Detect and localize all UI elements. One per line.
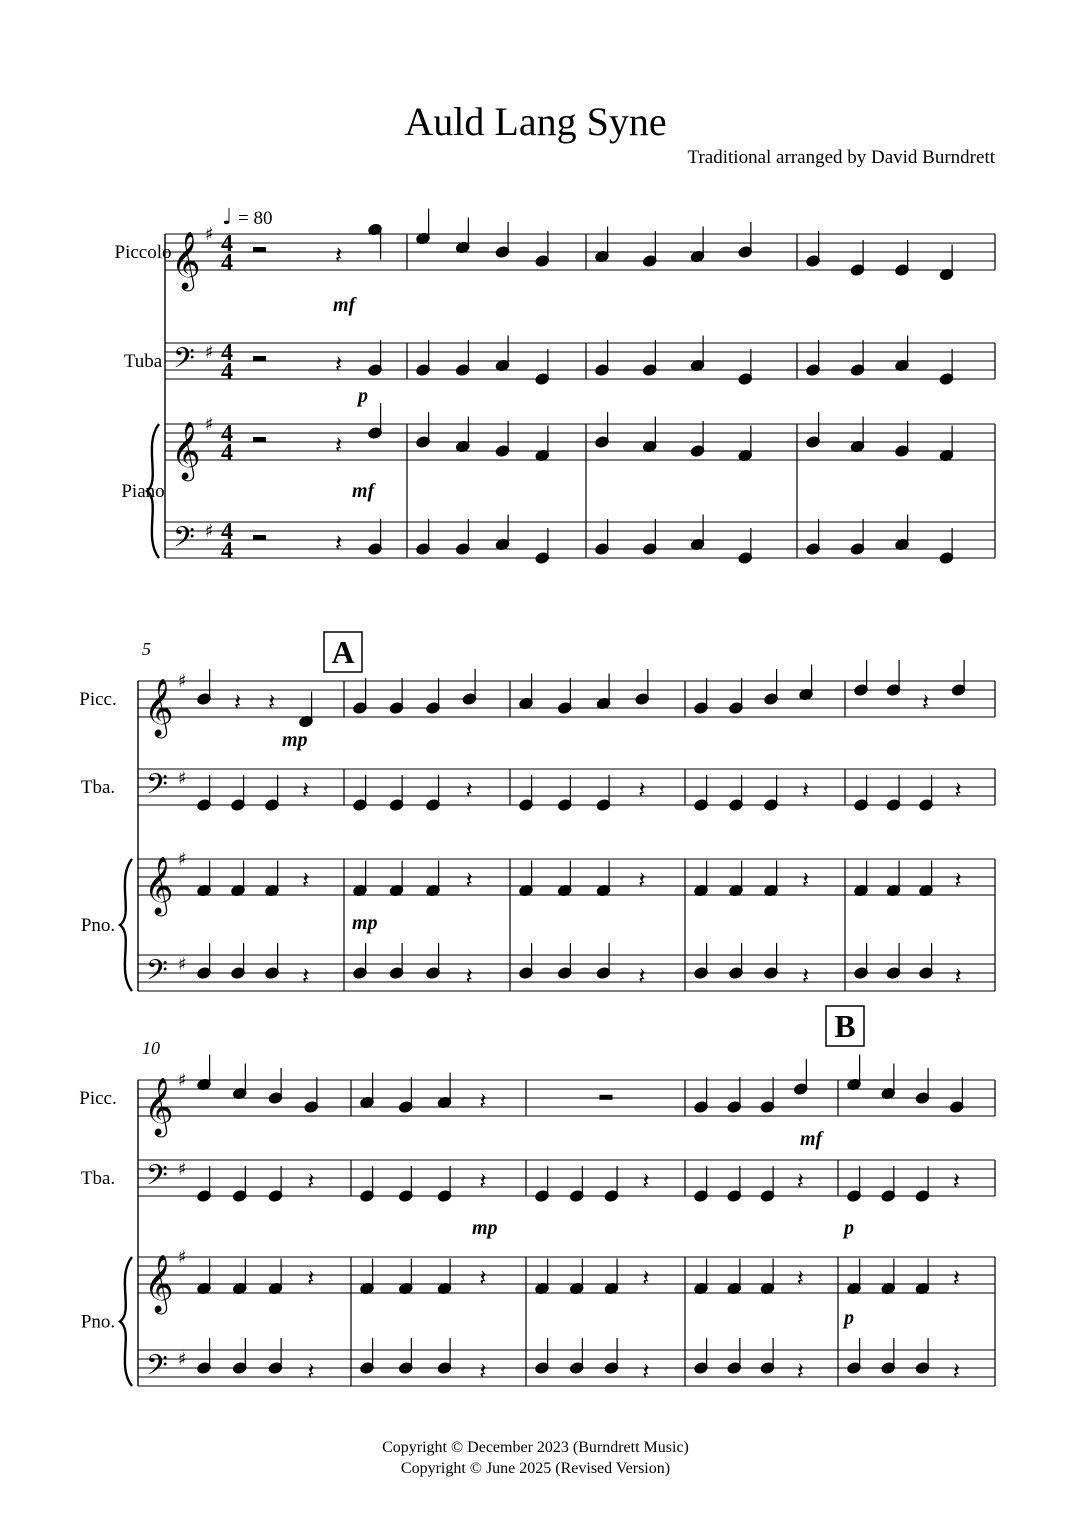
quarter-rest-icon: 𝄽 bbox=[638, 962, 646, 990]
quarter-rest-icon: 𝄽 bbox=[302, 866, 310, 894]
quarter-rest-icon: 𝄽 bbox=[638, 866, 646, 894]
tempo-note-icon: ♩ bbox=[222, 205, 233, 230]
time-signature-top: 4 bbox=[221, 421, 233, 447]
quarter-rest-icon: 𝄽 bbox=[479, 1087, 487, 1115]
dynamic-mp-piccolo: mp bbox=[282, 729, 308, 751]
composer-credit: Traditional arranged by David Burndrett bbox=[687, 147, 995, 168]
treble-clef-icon: 𝄞 bbox=[171, 421, 201, 479]
time-signature-top: 4 bbox=[221, 231, 233, 257]
quarter-rest-icon: 𝄽 bbox=[638, 776, 646, 804]
time-signature-bottom: 4 bbox=[221, 538, 233, 564]
bass-clef-icon: 𝄢 bbox=[146, 954, 168, 994]
quarter-rest-icon: 𝄽 bbox=[307, 1357, 315, 1385]
instrument-label-3: Piano bbox=[121, 481, 165, 502]
key-signature-sharp: ♯ bbox=[178, 1247, 187, 1268]
piano-brace bbox=[120, 1257, 132, 1386]
quarter-rest-icon: 𝄽 bbox=[479, 1357, 487, 1385]
time-signature-top: 4 bbox=[221, 519, 233, 545]
treble-clef-icon: 𝄞 bbox=[171, 231, 201, 289]
treble-clef-icon: 𝄞 bbox=[144, 678, 174, 736]
score-title: Auld Lang Syne bbox=[404, 99, 667, 144]
instrument-label-1: Piccolo bbox=[114, 242, 172, 263]
quarter-rest-icon: 𝄽 bbox=[642, 1357, 650, 1385]
dynamic-mp-tuba: mp bbox=[472, 1217, 498, 1239]
quarter-rest-icon: 𝄽 bbox=[952, 1357, 961, 1385]
quarter-rest-icon: 𝄽 bbox=[802, 866, 810, 894]
bass-clef-icon: 𝄢 bbox=[146, 1349, 168, 1389]
key-signature-sharp: ♯ bbox=[178, 671, 187, 692]
measure-number: 10 bbox=[142, 1038, 160, 1058]
quarter-rest-icon: 𝄽 bbox=[796, 1167, 805, 1195]
quarter-rest-icon: 𝄽 bbox=[465, 776, 473, 804]
time-signature-top: 4 bbox=[221, 340, 233, 366]
quarter-rest-icon: 𝄽 bbox=[954, 776, 962, 804]
key-signature-sharp: ♯ bbox=[178, 849, 187, 870]
key-signature-sharp: ♯ bbox=[205, 342, 214, 363]
dynamic-mp-piano: mp bbox=[352, 912, 378, 934]
half-rest-icon bbox=[253, 247, 266, 252]
quarter-rest-icon: 𝄽 bbox=[642, 1264, 650, 1292]
bass-clef-icon: 𝄢 bbox=[146, 1159, 168, 1199]
time-signature-bottom: 4 bbox=[221, 250, 233, 276]
quarter-rest-icon: 𝄽 bbox=[952, 1264, 961, 1292]
instrument-label-1: Picc. bbox=[79, 689, 117, 710]
half-rest-icon bbox=[600, 1095, 613, 1100]
rehearsal-mark-A: A bbox=[331, 634, 355, 670]
dynamic-mf-piccolo: mf bbox=[800, 1128, 823, 1150]
key-signature-sharp: ♯ bbox=[178, 1159, 187, 1180]
quarter-rest-icon: 𝄽 bbox=[954, 962, 962, 990]
key-signature-sharp: ♯ bbox=[205, 224, 214, 245]
key-signature-sharp: ♯ bbox=[178, 954, 187, 975]
bass-clef-icon: 𝄢 bbox=[146, 768, 168, 808]
dynamic-p-piano: p bbox=[844, 1307, 854, 1329]
quarter-rest-icon: 𝄽 bbox=[642, 1167, 650, 1195]
tempo-marking: = 80 bbox=[238, 208, 273, 229]
half-rest-icon bbox=[253, 437, 266, 442]
quarter-rest-icon: 𝄽 bbox=[954, 866, 962, 894]
quarter-rest-icon: 𝄽 bbox=[268, 688, 276, 716]
instrument-label-3: Pno. bbox=[80, 1311, 116, 1333]
quarter-rest-icon: 𝄽 bbox=[479, 1167, 487, 1195]
treble-clef-icon: 𝄞 bbox=[144, 856, 174, 914]
dynamic-p-tuba: p bbox=[358, 385, 368, 407]
quarter-rest-icon: 𝄽 bbox=[234, 688, 242, 716]
time-signature-bottom: 4 bbox=[221, 359, 233, 385]
key-signature-sharp: ♯ bbox=[178, 1349, 187, 1370]
quarter-rest-icon: 𝄽 bbox=[302, 962, 310, 990]
quarter-rest-icon: 𝄽 bbox=[922, 688, 930, 716]
instrument-label-1: Picc. bbox=[79, 1088, 117, 1109]
quarter-rest-icon: 𝄽 bbox=[335, 350, 343, 378]
dynamic-p-tuba: p bbox=[844, 1217, 854, 1239]
quarter-rest-icon: 𝄽 bbox=[465, 962, 473, 990]
bass-clef-icon: 𝄢 bbox=[173, 521, 195, 561]
quarter-rest-icon: 𝄽 bbox=[796, 1357, 805, 1385]
quarter-rest-icon: 𝄽 bbox=[307, 1167, 315, 1195]
key-signature-sharp: ♯ bbox=[205, 414, 214, 435]
piano-brace bbox=[120, 859, 132, 991]
instrument-label-2: Tba. bbox=[80, 777, 116, 798]
key-signature-sharp: ♯ bbox=[178, 1070, 187, 1091]
treble-clef-icon: 𝄞 bbox=[144, 1077, 174, 1135]
instrument-label-3: Pno. bbox=[80, 915, 116, 936]
quarter-rest-icon: 𝄽 bbox=[802, 962, 810, 990]
half-rest-icon bbox=[253, 535, 266, 540]
copyright-line-1: Copyright © December 2023 (Burndrett Music) bbox=[382, 1439, 689, 1456]
rehearsal-mark-B: B bbox=[834, 1008, 856, 1044]
quarter-rest-icon: 𝄽 bbox=[335, 529, 343, 557]
dynamic-mf-piccolo: mf bbox=[333, 294, 356, 316]
quarter-rest-icon: 𝄽 bbox=[335, 431, 343, 459]
quarter-rest-icon: 𝄽 bbox=[335, 241, 343, 269]
quarter-rest-icon: 𝄽 bbox=[307, 1264, 315, 1292]
time-signature-bottom: 4 bbox=[221, 440, 233, 466]
quarter-rest-icon: 𝄽 bbox=[952, 1167, 961, 1195]
measure-number: 5 bbox=[142, 639, 151, 659]
quarter-rest-icon: 𝄽 bbox=[465, 866, 473, 894]
bass-clef-icon: 𝄢 bbox=[173, 342, 195, 382]
treble-clef-icon: 𝄞 bbox=[144, 1254, 174, 1312]
key-signature-sharp: ♯ bbox=[205, 521, 214, 542]
quarter-rest-icon: 𝄽 bbox=[802, 776, 810, 804]
dynamic-mf-piano: mf bbox=[352, 480, 375, 502]
quarter-rest-icon: 𝄽 bbox=[796, 1264, 805, 1292]
instrument-label-2: Tuba bbox=[123, 351, 163, 372]
quarter-rest-icon: 𝄽 bbox=[479, 1264, 487, 1292]
copyright-line-2: Copyright © June 2025 (Revised Version) bbox=[400, 1460, 671, 1477]
half-rest-icon bbox=[253, 356, 266, 361]
quarter-rest-icon: 𝄽 bbox=[302, 776, 310, 804]
instrument-label-2: Tba. bbox=[80, 1168, 116, 1189]
key-signature-sharp: ♯ bbox=[178, 768, 187, 789]
